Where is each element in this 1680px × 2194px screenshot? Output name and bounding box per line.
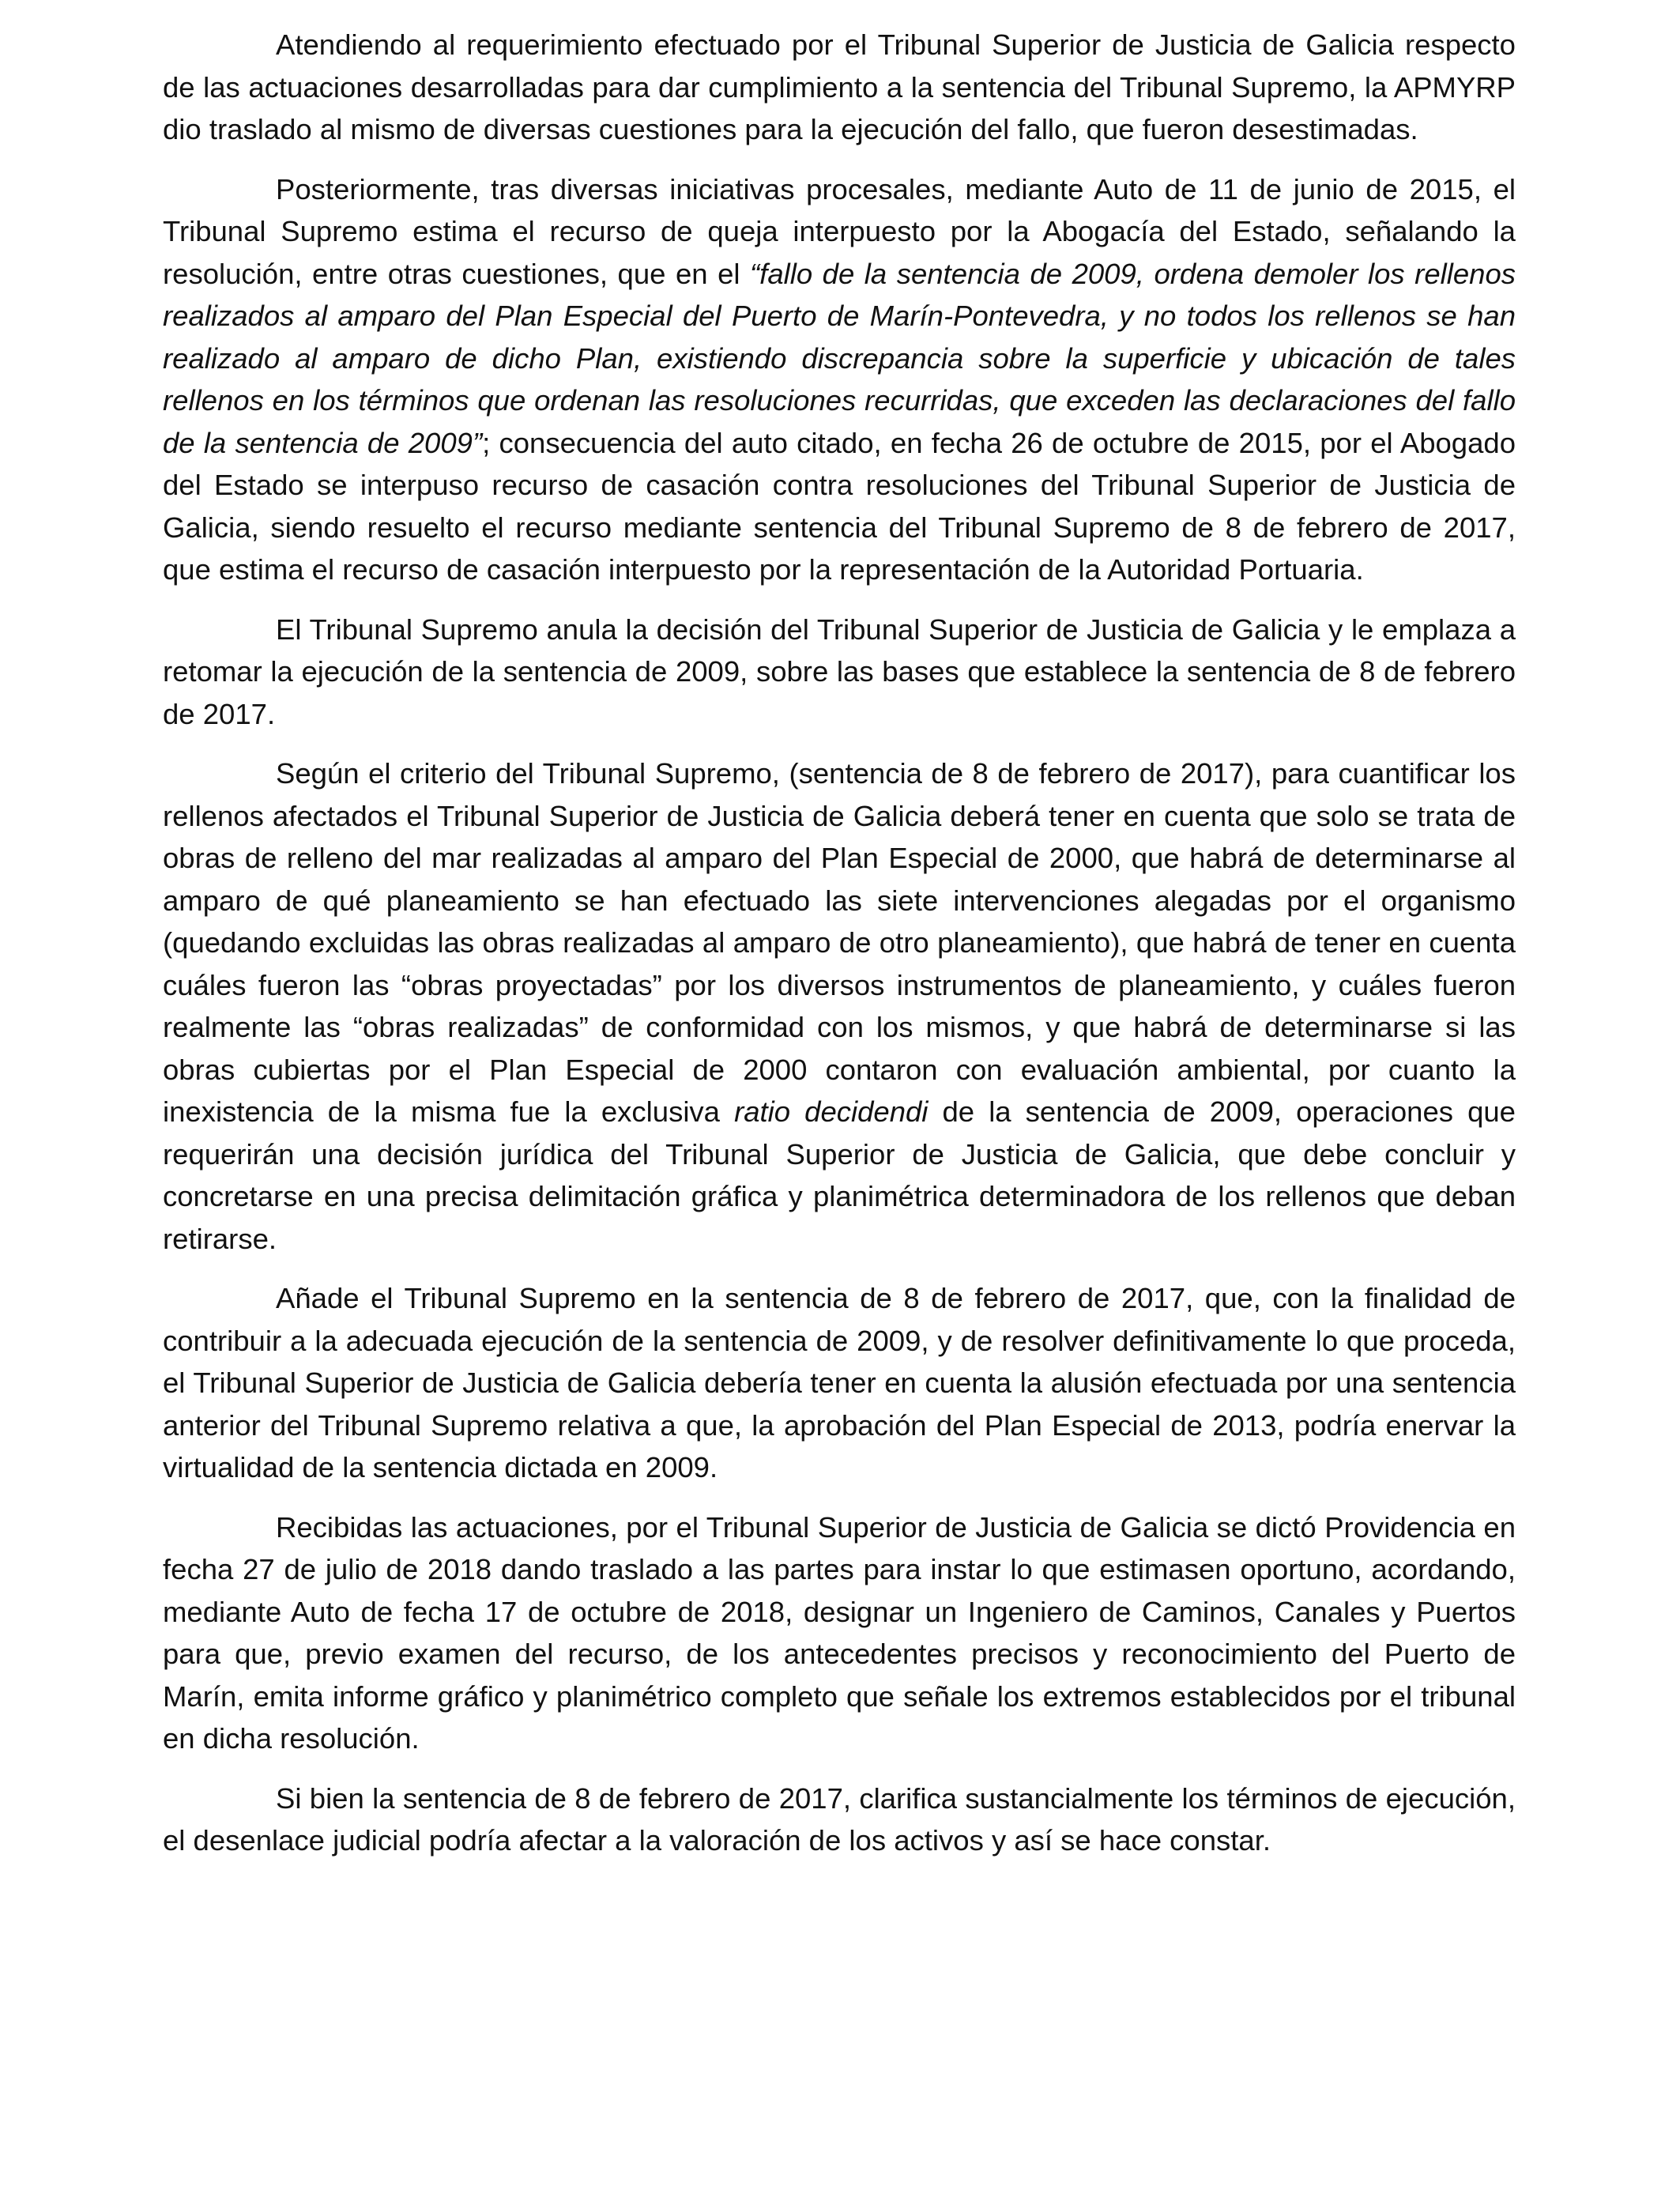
paragraph-1-text: Atendiendo al requerimiento efectuado por el Tribunal Superior de Justicia de Galicia respecto de las actuaciones desarrolladas para dar cumplimiento a la sentencia del Tribunal Supremo, la APMYRP dio traslado al mismo de diversas cuestiones para la ejecución del fallo, que fueron desestimadas. <box>163 28 1516 145</box>
paragraph-4-latin-term: ratio decidendi <box>734 1095 929 1128</box>
paragraph-5 <box>163 1277 1516 1489</box>
paragraph-2-text: Posteriormente, tras diversas iniciativas procesales, mediante Auto de 11 de junio de 2015, el Tribunal Supremo estima el recurso de queja interpuesto por la Abogacía del Estado, señalando la resolución, entre otras cuestiones, que en el <box>163 172 1516 290</box>
paragraph-1 <box>163 24 1516 151</box>
paragraph-7-text: Si bien la sentencia de 8 de febrero de 2017, clarifica sustancialmente los términos de ejecución, el desenlace judicial podría afectar a la valoración de los activos y así se hace constar. <box>163 1781 1516 1857</box>
paragraph-4-text: Según el criterio del Tribunal Supremo, (sentencia de 8 de febrero de 2017), para cuantificar los rellenos afectados el Tribunal Superior de Justicia de Galicia deberá tener en cuenta que solo se trata de obras de relleno del mar realizadas al amparo del Plan Especial de 2000, que habrá de determinarse al amparo de qué planeamiento se han efectuado las siete intervenciones alegadas por el organismo (quedando excluidas las obras realizadas al amparo de otro planeamiento), que habrá de tener en cuenta cuáles fueron las “obras proyectadas” por los diversos instrumentos de planeamiento, y cuáles fueron realmente las “obras realizadas” de conformidad con los mismos, y que habrá de determinarse si las obras cubiertas por el Plan Especial de 2000 contaron con evaluación ambiental, por cuanto la inexistencia de la misma fue la exclusiva <box>163 757 1516 1128</box>
paragraph-7 <box>163 1777 1516 1862</box>
paragraph-3-text: El Tribunal Supremo anula la decisión del Tribunal Superior de Justicia de Galicia y le emplaza a retomar la ejecución de la sentencia de 2009, sobre las bases que establece la sentencia de 8 de febrero de 2017. <box>163 613 1516 730</box>
paragraph-3 <box>163 609 1516 736</box>
paragraph-5-text: Añade el Tribunal Supremo en la sentencia de 8 de febrero de 2017, que, con la finalidad de contribuir a la adecuada ejecución de la sentencia de 2009, y de resolver definitivamente lo que proceda, el Tribunal Superior de Justicia de Galicia debería tener en cuenta la alusión efectuada por una sentencia anterior del Tribunal Supremo relativa a que, la aprobación del Plan Especial de 2013, podría enervar la virtualidad de la sentencia dictada en 2009. <box>163 1282 1516 1483</box>
paragraph-4-text-continued: de la sentencia de 2009, operaciones que requerirán una decisión jurídica del Tribunal Superior de Justicia de Galicia, que debe concluir y concretarse en una precisa delimitación gráfica y planimétrica determinadora de los rellenos que deban retirarse. <box>163 1095 1516 1255</box>
paragraph-2-quote: “fallo de la sentencia de 2009, ordena demoler los rellenos realizados al amparo del Plan Especial del Puerto de Marín-Pontevedra, y no todos los rellenos se han realizado al amparo de dicho Plan, existiendo discrepancia sobre la superficie y ubicación de tales rellenos en los términos que ordenan las resoluciones recurridas, que exceden las declaraciones del fallo de la sentencia de 2009” <box>163 257 1516 459</box>
paragraph-6 <box>163 1506 1516 1760</box>
paragraph-4 <box>163 752 1516 1260</box>
paragraph-2 <box>163 168 1516 591</box>
paragraph-6-text: Recibidas las actuaciones, por el Tribunal Superior de Justicia de Galicia se dictó Providencia en fecha 27 de julio de 2018 dando traslado a las partes para instar lo que estimasen oportuno, acordando, mediante Auto de fecha 17 de octubre de 2018, designar un Ingeniero de Caminos, Canales y Puertos para que, previo examen del recurso, de los antecedentes precisos y reconocimiento del Puerto de Marín, emita informe gráfico y planimétrico completo que señale los extremos establecidos por el tribunal en dicha resolución. <box>163 1510 1516 1755</box>
paragraph-2-text-continued: ; consecuencia del auto citado, en fecha 26 de octubre de 2015, por el Abogado del Estado se interpuso recurso de casación contra resoluciones del Tribunal Superior de Justicia de Galicia, siendo resuelto el recurso mediante sentencia del Tribunal Supremo de 8 de febrero de 2017, que estima el recurso de casación interpuesto por la representación de la Autoridad Portuaria. <box>163 426 1516 586</box>
document-page <box>163 24 1516 1862</box>
